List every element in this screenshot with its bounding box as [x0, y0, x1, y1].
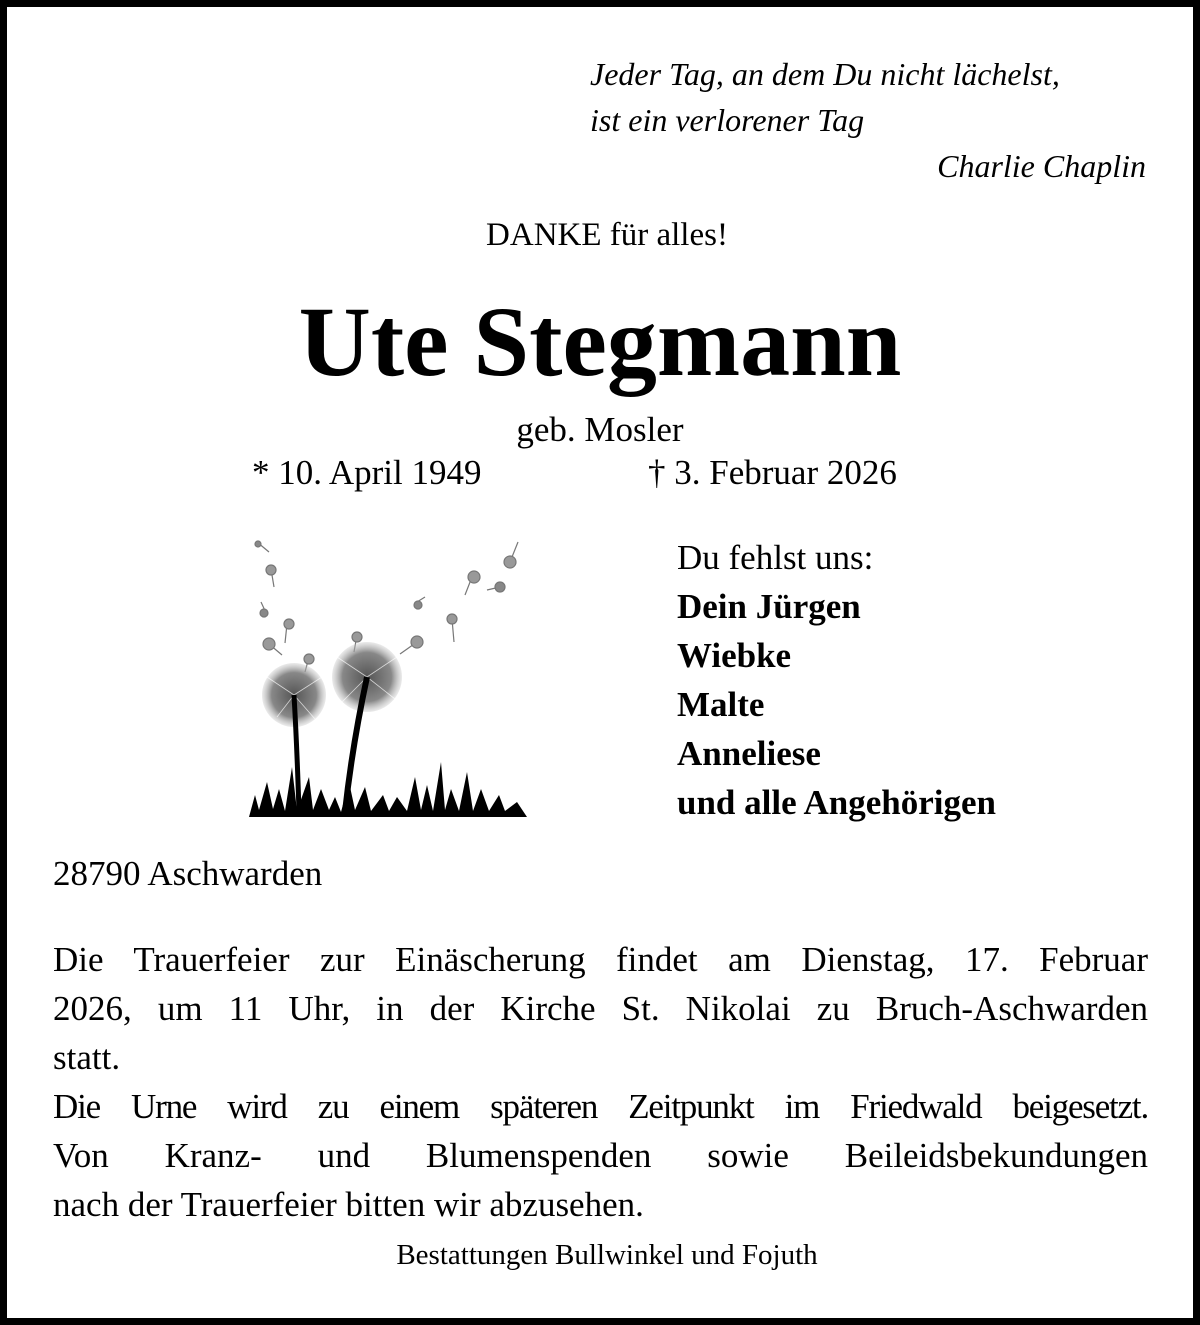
family-member: Wiebke [677, 636, 792, 675]
birth-date: * 10. April 1949 [252, 453, 482, 492]
quote-author: Charlie Chaplin [937, 148, 1146, 184]
ceremony-line: 2026, um 11 Uhr, in der Kirche St. Nikolai zu Bruch-Aschwarden [53, 989, 1148, 1028]
quote-line-1: Jeder Tag, an dem Du nicht lächelst, [590, 56, 1060, 92]
death-date: † 3. Februar 2026 [648, 453, 897, 492]
dandelion-illustration-icon [237, 527, 537, 827]
ceremony-line: Die Trauerfeier zur Einäscherung findet am Dienstag, 17. Februar [53, 940, 1148, 979]
quote-line-2: ist ein verlorener Tag [590, 102, 865, 138]
family-member: Anneliese [677, 734, 821, 773]
ceremony-text [53, 935, 1148, 1229]
undertaker-name: Bestattungen Bullwinkel und Fojuth [396, 1239, 818, 1271]
family-intro: Du fehlst uns: [677, 538, 874, 577]
ceremony-line: statt. [53, 1038, 121, 1077]
family-member: Dein Jürgen [677, 587, 861, 626]
maiden-name: geb. Mosler [516, 410, 684, 449]
ceremony-line: Die Urne wird zu einem späteren Zeitpunkt im Friedwald beigesetzt. [53, 1087, 1148, 1126]
deceased-name: Ute Stegmann [298, 286, 902, 397]
family-member: Malte [677, 685, 765, 724]
thanks-heading: DANKE für alles! [486, 217, 728, 253]
city-location: 28790 Aschwarden [53, 854, 323, 893]
obituary-card [7, 7, 1193, 1318]
ceremony-line: nach der Trauerfeier bitten wir abzusehen. [53, 1185, 644, 1224]
ceremony-line: Von Kranz- und Blumenspenden sowie Beileidsbekundungen [53, 1136, 1148, 1175]
quote-block [590, 51, 1146, 184]
family-block [677, 533, 996, 827]
family-member: und alle Angehörigen [677, 783, 996, 822]
